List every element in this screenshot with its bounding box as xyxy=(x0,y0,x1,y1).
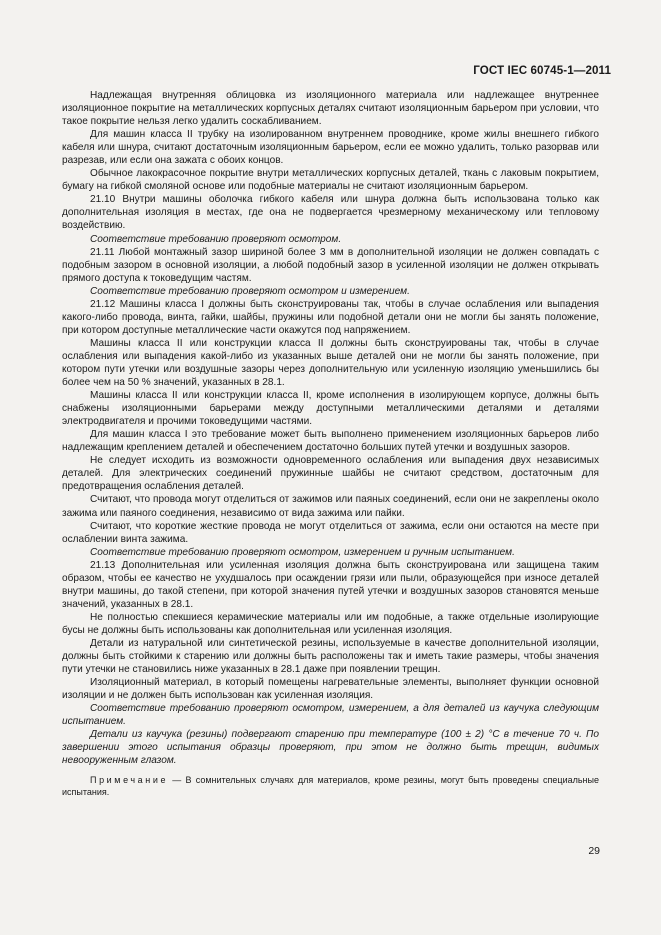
clause-21-11: 21.11 Любой монтажный зазор шириной более 3 мм в дополнительной изоляции не должен совпадать с подобным зазором в основной изоляции, а любой подобный зазор в усиленной изоляции не должен открывать прямого доступа к токоведущим частям. xyxy=(62,246,599,284)
page-number: 29 xyxy=(588,845,600,857)
paragraph: Машины класса II или конструкции класса II, кроме исполнения в изолирующем корпусе, должны быть снабжены изоляционными барьерами между доступными металлическими деталями и деталями электродвигателя и прочими токоведущими частями. xyxy=(62,390,599,428)
paragraph: Детали из натуральной или синтетической резины, используемые в качестве дополнительной изоляции, должны быть стойкими к старению или должны быть расположены так и иметь такие размеры, чтобы значения пути утечки не становились ниже указанных в 28.1 даже при появлении трещин. xyxy=(62,637,599,676)
compliance-check: Соответствие требованию проверяют осмотром, измерением, а для деталей из каучука следующим испытанием. xyxy=(62,703,599,728)
note-dash: — xyxy=(168,775,186,786)
paragraph: Считают, что короткие жесткие провода не могут отделиться от зажима, если они остаются на месте при ослаблении винта зажима. xyxy=(62,520,599,545)
compliance-check: Соответствие требованию проверяют осмотром и измерением. xyxy=(90,285,410,297)
clause-21-12: 21.12 Машины класса I должны быть сконструированы так, чтобы в случае ослабления или выпадения какого-либо провода, винта, гайки, шайбы, пружины или подобной детали они не могли бы занять положение, при котором доступные металлические части окажутся под напряжением. xyxy=(62,298,599,336)
note-label: Примечание xyxy=(90,775,169,786)
paragraph: Не полностью спекшиеся керамические материалы или им подобные, а также отдельные изолирующие бусы не должны быть использованы как дополнительная или усиленная изоляция. xyxy=(62,611,599,636)
note xyxy=(62,774,599,798)
compliance-check: Соответствие требованию проверяют осмотром. xyxy=(90,233,342,245)
paragraph: Изоляционный материал, в который помещены нагревательные элементы, выполняет функции основной изоляции и не должен быть использован как усиленная изоляция. xyxy=(62,677,599,702)
paragraph: Машины класса II или конструкции класса II должны быть сконструированы так, чтобы в случае ослабления или выпадения какой-либо из указанных выше деталей они не могли бы занять положение, при котором пути утечки или воздушные зазоры через дополнительную или усиленную изоляцию уменьшились бы более чем на 50 % значений, указанных в 28.1. xyxy=(62,337,599,389)
clause-21-10: 21.10 Внутри машины оболочка гибкого кабеля или шнура должна быть использована только как дополнительная изоляция в местах, где она не подвергается чрезмерному механическому или тепловому воздействию. xyxy=(62,194,599,232)
clause-21-13: 21.13 Дополнительная или усиленная изоляция должна быть сконструирована или защищена таким образом, чтобы ее качество не ухудшалось при осаждении грязи или пыли, образующейся при износе деталей внутри машины, до такой степени, при которой значения путей утечки и воздушных зазоров становятся меньше значений, указанных в 28.1. xyxy=(62,559,599,610)
paragraph: Надлежащая внутренняя облицовка из изоляционного материала или надлежащее внутреннее изоляционное покрытие на металлических корпусных деталях считают изоляционным барьером при условии, что такое покрытие нельзя легко удалить соскабливанием. xyxy=(62,90,599,128)
document-body xyxy=(62,89,599,798)
standard-designation: ГОСТ IEC 60745-1—2011 xyxy=(473,64,611,77)
compliance-check: Соответствие требованию проверяют осмотром, измерением и ручным испытанием. xyxy=(90,546,515,558)
paragraph: Не следует исходить из возможности одновременного ослабления или выпадения двух независимых деталей. Для электрических соединений пружинные шайбы не считают средством, достаточным для предотвращения ослабления деталей. xyxy=(62,455,599,493)
paragraph: Для машин класса II трубку на изолированном внутреннем проводнике, кроме жилы внешнего гибкого кабеля или шнура, считают достаточным изоляционным барьером, если ее можно удалить, только разорвав или разрезав, или если она зажата с обоих концов. xyxy=(62,129,599,167)
paragraph: Обычное лакокрасочное покрытие внутри металлических корпусных деталей, ткань с лаковым покрытием, бумагу на гибкой смоляной основе или подобные материалы не считают изоляционным барьером. xyxy=(62,168,599,193)
paragraph: Для машин класса I это требование может быть выполнено применением изоляционных барьеров либо надлежащим креплением деталей и обеспечением достаточно больших путей утечки и воздушных зазоров. xyxy=(62,429,599,454)
test-procedure: Детали из каучука (резины) подвергают старению при температуре (100 ± 2) °С в течение 70 ч. По завершении этого испытания образцы проверяют, при этом не должно быть трещин, видимых невооруженным глазом. xyxy=(62,729,599,767)
paragraph: Считают, что провода могут отделиться от зажимов или паяных соединений, если они не закреплены около зажима или паяного соединения, независимо от вида зажима или пайки. xyxy=(62,494,599,519)
note-text: В сомнительных случаях для материалов, кроме резины, могут быть проведены специальные испытания. xyxy=(62,775,599,798)
